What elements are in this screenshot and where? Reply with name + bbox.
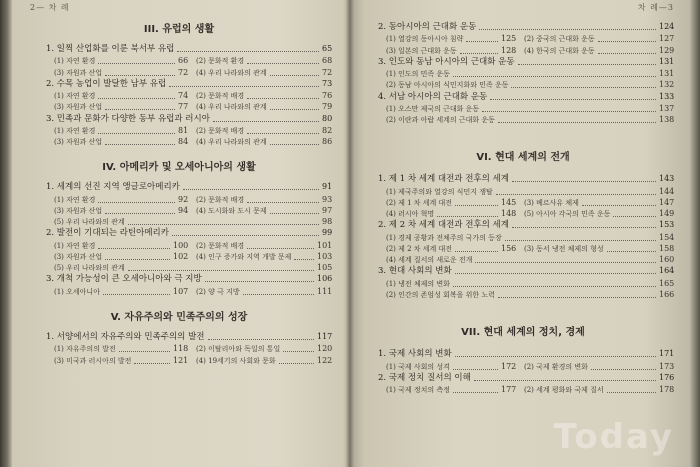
dot-leader: [455, 242, 498, 252]
toc-entry-page: 105: [317, 263, 333, 273]
toc-entry-title: (2) 양 극 지방: [196, 287, 240, 296]
toc-sub-entry: [386, 385, 516, 395]
toc-sub-entry: [386, 209, 516, 219]
toc-sub-entry: [54, 68, 188, 78]
dot-leader: [479, 20, 656, 30]
toc-entry-page: 147: [659, 198, 675, 207]
toc-sub-entry: [524, 385, 674, 395]
toc-entry-title: (1) 오세아니아: [54, 287, 100, 296]
toc-entry-title: (4) 러시아 혁명: [386, 210, 435, 219]
toc-sub-entry: [386, 115, 674, 125]
dot-leader: [437, 207, 498, 217]
dot-leader: [455, 264, 656, 274]
toc-entry-page: 117: [317, 332, 333, 341]
toc-entry-title: 3. 인도와 동남 아시아의 근대화 운동: [378, 56, 515, 67]
toc-main-entry: [46, 114, 332, 124]
toc-main-entry: [378, 92, 674, 102]
toc-entry-title: (2) 제 1 차 세계 대전: [386, 199, 453, 207]
dot-leader: [607, 242, 656, 252]
toc-entry-page: 66: [178, 56, 189, 66]
toc-entry-title: (1) 자연 환경: [54, 92, 96, 101]
toc-entry-page: 82: [322, 126, 333, 135]
toc-entry-title: 1. 제 1 차 세계 대전과 전후의 세계: [378, 174, 509, 185]
toc-entry-page: 176: [659, 372, 675, 382]
chapter-heading: V. 자유주의와 민족주의의 성장: [110, 312, 248, 323]
dot-leader: [455, 196, 498, 206]
toc-entry-title: (3) 자원과 산업: [54, 207, 103, 215]
toc-entry-page: 131: [659, 69, 675, 79]
toc-entry-title: (1) 열강의 동아시아 침략: [386, 35, 464, 44]
toc-sub-entry: [196, 137, 332, 147]
toc-entry-title: (2) 이탈리아와 독일의 통일: [196, 345, 281, 354]
dot-leader: [103, 285, 170, 295]
toc-entry-page: 145: [501, 198, 517, 207]
dot-leader: [105, 250, 170, 260]
toc-entry-page: 178: [659, 385, 675, 395]
toc-entry-title: (4) 도시화와 도시 문제: [196, 207, 267, 215]
toc-entry-page: 156: [501, 244, 517, 253]
dot-leader: [607, 383, 656, 393]
dot-leader: [453, 277, 656, 287]
toc-entry-page: 121: [173, 355, 189, 365]
toc-entry-page: 84: [178, 137, 189, 147]
toc-entry-title: (2) 문화적 환경: [196, 57, 245, 66]
dot-leader: [105, 135, 175, 145]
dot-leader: [474, 371, 656, 381]
toc-entry-page: 137: [659, 104, 675, 113]
toc-main-entry: [378, 174, 674, 184]
toc-entry-title: 2. 발전이 기대되는 라틴아메리카: [46, 228, 169, 239]
dot-leader: [475, 253, 656, 263]
dot-leader: [98, 124, 175, 134]
toc-entry-title: 2. 국제 정치 질서의 이해: [378, 372, 471, 383]
dot-leader: [598, 32, 656, 42]
chapter-heading: IV. 아메리카 및 오세아니아의 생활: [102, 162, 256, 174]
toc-entry-page: 138: [659, 115, 675, 125]
dot-leader: [208, 330, 314, 340]
toc-entry-title: (2) 문화적 배경: [196, 127, 245, 135]
toc-entry-page: 97: [322, 206, 333, 215]
toc-entry-page: 111: [317, 286, 333, 296]
toc-entry-title: (3) 자원과 산업: [54, 103, 103, 112]
toc-entry-title: (2) 국제 환경의 변화: [524, 362, 588, 371]
dot-leader: [247, 193, 319, 203]
toc-entry-title: (4) 우리 나라와의 관계: [196, 103, 267, 112]
dot-leader: [518, 55, 656, 65]
toc-entry-page: 171: [659, 349, 675, 359]
dot-leader: [490, 90, 656, 100]
dot-leader: [98, 193, 175, 203]
toc-entry-title: (5) 아시아 각국의 민족 운동: [524, 210, 611, 219]
toc-entry-page: 133: [659, 91, 675, 101]
toc-entry-page: 153: [659, 220, 675, 230]
toc-entry-page: 164: [659, 266, 675, 276]
dot-leader: [183, 180, 319, 190]
toc-entry-page: 154: [659, 232, 675, 242]
toc-entry-title: (3) 미국과 러시아의 발전: [54, 356, 132, 365]
book-right-edge: [690, 0, 700, 467]
dot-leader: [598, 44, 656, 54]
toc-entry-title: 3. 민족과 문화가 다양한 동부 유럽과 러시아: [46, 113, 210, 124]
dot-leader: [172, 226, 319, 236]
dot-leader: [482, 102, 656, 112]
toc-entry-page: 92: [178, 194, 189, 204]
toc-entry-title: 2. 제 2 차 세계 대전과 전후의 세계: [378, 220, 509, 231]
toc-entry-title: (1) 경제 공황과 전체주의 국가의 등장: [386, 233, 502, 242]
dot-leader: [283, 342, 314, 352]
toc-entry-page: 77: [178, 102, 189, 112]
left-page: [14, 0, 344, 467]
dot-leader: [105, 100, 175, 110]
toc-entry-title: (2) 문화적 배경: [196, 195, 245, 204]
dot-leader: [453, 383, 498, 393]
toc-entry-page: 93: [322, 194, 333, 204]
toc-entry-title: (4) 우리 나라와의 관계: [196, 138, 267, 147]
toc-main-entry: [378, 266, 674, 276]
dot-leader: [455, 347, 656, 357]
toc-entry-page: 103: [317, 252, 333, 261]
toc-entry-page: 101: [317, 240, 333, 250]
dot-leader: [134, 354, 170, 364]
dot-leader: [466, 32, 498, 42]
toc-entry-title: (1) 제국주의와 열강의 식민지 쟁탈: [386, 187, 493, 196]
toc-entry-page: 165: [659, 278, 675, 288]
toc-entry-title: 4. 서남 아시아의 근대화 운동: [378, 91, 488, 102]
toc-main-entry: [46, 228, 332, 238]
toc-entry-title: (1) 인도의 민족 운동: [386, 70, 450, 79]
toc-main-entry: [378, 220, 674, 230]
toc-entry-page: 120: [317, 344, 333, 354]
toc-entry-title: (3) 자원과 산업: [54, 138, 103, 147]
toc-entry-title: (1) 오스만 제국의 근대화 운동: [386, 105, 480, 113]
toc-entry-title: (1) 자유주의의 발전: [54, 345, 116, 354]
dot-leader: [270, 135, 319, 145]
toc-entry-page: 122: [317, 355, 333, 365]
dot-leader: [177, 42, 319, 52]
toc-entry-title: (2) 제 2 차 세계 대전: [386, 245, 453, 253]
toc-sub-entry: [196, 287, 332, 297]
page-folio: 2— 차 례: [30, 3, 70, 12]
toc-entry-title: (1) 자연 환경: [54, 241, 96, 250]
dot-leader: [498, 113, 656, 123]
toc-entry-page: 144: [659, 186, 675, 196]
dot-leader: [213, 112, 319, 122]
toc-entry-title: (4) 19세기의 사회와 문화: [196, 356, 276, 365]
dot-leader: [496, 185, 656, 195]
toc-main-entry: [46, 274, 332, 284]
dot-leader: [247, 124, 319, 134]
dot-leader: [98, 54, 175, 64]
dot-leader: [98, 89, 175, 99]
dot-leader: [582, 196, 656, 206]
toc-entry-page: 148: [501, 209, 517, 219]
toc-entry-title: 1. 세계의 선진 지역 앵글로아메리카: [46, 182, 180, 193]
toc-entry-page: 129: [659, 45, 675, 55]
toc-entry-title: 3. 현대 사회의 변화: [378, 266, 452, 277]
toc-entry-page: 98: [322, 217, 333, 227]
toc-entry-page: 124: [659, 22, 675, 31]
toc-entry-page: 80: [322, 113, 333, 123]
dot-leader: [512, 218, 656, 228]
toc-entry-page: 106: [317, 274, 333, 284]
toc-entry-page: 128: [501, 45, 517, 55]
dot-leader: [498, 288, 656, 298]
toc-main-entry: [378, 22, 674, 32]
toc-entry-page: 177: [501, 385, 517, 395]
toc-entry-title: (5) 우리 나라와의 관계: [54, 218, 125, 227]
toc-entry-title: (4) 인구 증가와 지역 개발 문제: [196, 253, 292, 261]
dot-leader: [460, 44, 498, 54]
toc-entry-page: 76: [322, 91, 333, 101]
toc-entry-page: 172: [501, 361, 517, 371]
dot-leader: [453, 360, 498, 370]
toc-entry-title: (5) 우리 나라와의 관계: [54, 264, 125, 273]
dot-leader: [453, 67, 656, 77]
toc-entry-page: 73: [322, 78, 333, 88]
dot-leader: [270, 66, 319, 76]
dot-leader: [591, 360, 656, 370]
book-gutter: [346, 0, 354, 467]
toc-entry-title: (3) 일본의 근대화 운동: [386, 46, 457, 55]
dot-leader: [294, 250, 314, 260]
toc-entry-page: 72: [322, 67, 333, 77]
toc-main-entry: [46, 79, 332, 89]
toc-entry-title: 1. 일찍 산업화를 이룬 북서부 유럽: [46, 44, 175, 54]
toc-entry-title: (4) 우리 나라와의 관계: [196, 68, 267, 77]
toc-entry-title: (1) 국제 사회의 성격: [386, 362, 450, 371]
dot-leader: [247, 89, 319, 99]
toc-entry-page: 131: [659, 56, 675, 66]
toc-entry-page: 107: [173, 286, 189, 296]
dot-leader: [511, 78, 656, 88]
toc-main-entry: [378, 349, 674, 359]
right-page: [358, 0, 688, 467]
toc-sub-entry: [386, 46, 516, 56]
toc-entry-title: (4) 세계 질서의 새로운 전개: [386, 256, 473, 265]
toc-entry-title: (2) 이란과 아랍 세계의 근대화 운동: [386, 116, 495, 125]
toc-entry-page: 68: [322, 56, 333, 66]
dot-leader: [119, 342, 170, 352]
toc-entry-page: 74: [178, 91, 189, 101]
dot-leader: [505, 231, 656, 241]
dot-leader: [128, 215, 319, 225]
toc-entry-page: 86: [322, 137, 333, 147]
toc-entry-title: (4) 한국의 근대화 운동: [524, 46, 595, 55]
chapter-heading: VII. 현대 세계의 정치, 경제: [461, 327, 585, 339]
toc-entry-title: (1) 자연 환경: [54, 57, 96, 66]
toc-entry-title: (3) 베르사유 체제: [524, 199, 579, 207]
toc-entry-title: 1. 국제 사회의 변화: [378, 349, 452, 360]
toc-sub-entry: [54, 137, 188, 147]
dot-leader: [512, 172, 656, 182]
toc-sub-entry: [54, 287, 188, 297]
toc-sub-entry: [54, 356, 188, 366]
toc-entry-page: 72: [178, 67, 189, 77]
dot-leader: [105, 66, 175, 76]
toc-entry-page: 143: [659, 174, 675, 184]
toc-sub-entry: [386, 290, 674, 300]
dot-leader: [205, 272, 314, 282]
toc-entry-title: (2) 중국의 근대화 운동: [524, 35, 595, 44]
toc-entry-title: 2. 동아시아의 근대화 운동: [378, 22, 477, 32]
book-left-edge: [0, 0, 12, 467]
dot-leader: [169, 77, 319, 87]
dot-leader: [128, 261, 314, 271]
toc-entry-page: 173: [659, 361, 675, 371]
toc-entry-page: 100: [173, 240, 189, 250]
toc-entry-page: 81: [178, 126, 189, 135]
watermark-text: Today: [553, 417, 674, 457]
toc-entry-page: 149: [659, 209, 675, 219]
toc-entry-page: 79: [322, 102, 333, 112]
toc-entry-title: (1) 자연 환경: [54, 195, 96, 204]
dot-leader: [270, 204, 319, 214]
toc-entry-page: 125: [501, 34, 517, 44]
toc-main-entry: [46, 332, 332, 342]
dot-leader: [270, 100, 319, 110]
toc-entry-title: (1) 국제 정치의 측정: [386, 386, 450, 395]
toc-entry-title: (3) 자원과 산업: [54, 68, 103, 77]
dot-leader: [98, 239, 170, 249]
dot-leader: [243, 285, 314, 295]
toc-entry-title: 3. 개척 가능성이 큰 오세아니아와 극 지방: [46, 274, 202, 285]
toc-entry-title: (2) 세계 평화와 국제 질서: [524, 386, 604, 395]
toc-sub-entry: [54, 102, 188, 112]
toc-entry-title: (2) 인간의 존엄성 회복을 위한 노력: [386, 291, 495, 299]
toc-entry-page: 94: [178, 206, 189, 215]
toc-entry-page: 160: [659, 255, 675, 265]
toc-entry-title: (3) 동서 냉전 체제의 형성: [524, 245, 604, 253]
toc-entry-title: (3) 자원과 산업: [54, 253, 103, 261]
toc-entry-title: (1) 냉전 체제의 변화: [386, 279, 450, 288]
toc-entry-page: 102: [173, 252, 189, 261]
toc-main-entry: [378, 57, 674, 67]
dot-leader: [279, 354, 314, 364]
toc-entry-title: 1. 서양에서의 자유주의와 민족주의의 발전: [46, 332, 205, 342]
chapter-heading: VI. 현대 세계의 전개: [476, 152, 570, 164]
chapter-heading: III. 유럽의 생활: [143, 24, 215, 35]
toc-entry-title: (1) 자연 환경: [54, 127, 96, 135]
toc-entry-page: 99: [322, 228, 333, 238]
toc-entry-page: 127: [659, 34, 675, 44]
toc-entry-page: 118: [173, 344, 189, 354]
dot-leader: [247, 54, 319, 64]
toc-entry-page: 65: [322, 44, 333, 53]
toc-entry-title: (2) 동남 아시아의 식민지화와 민족 운동: [386, 81, 509, 90]
dot-leader: [105, 204, 175, 214]
toc-main-entry: [46, 44, 332, 54]
toc-entry-title: 2. 수목 농업이 발달한 남부 유럽: [46, 78, 167, 89]
toc-sub-entry: [196, 356, 332, 366]
dot-leader: [613, 207, 656, 217]
toc-main-entry: [378, 373, 674, 383]
toc-entry-page: 132: [659, 80, 675, 90]
toc-entry-title: (2) 문화적 배경: [196, 92, 245, 101]
toc-entry-page: 166: [659, 290, 675, 299]
dot-leader: [247, 239, 314, 249]
toc-entry-title: (2) 문화적 배경: [196, 241, 245, 250]
toc-entry-page: 91: [322, 182, 333, 192]
toc-entry-page: 158: [659, 244, 675, 253]
page-folio: 차 례—3: [637, 3, 674, 12]
toc-main-entry: [46, 182, 332, 192]
